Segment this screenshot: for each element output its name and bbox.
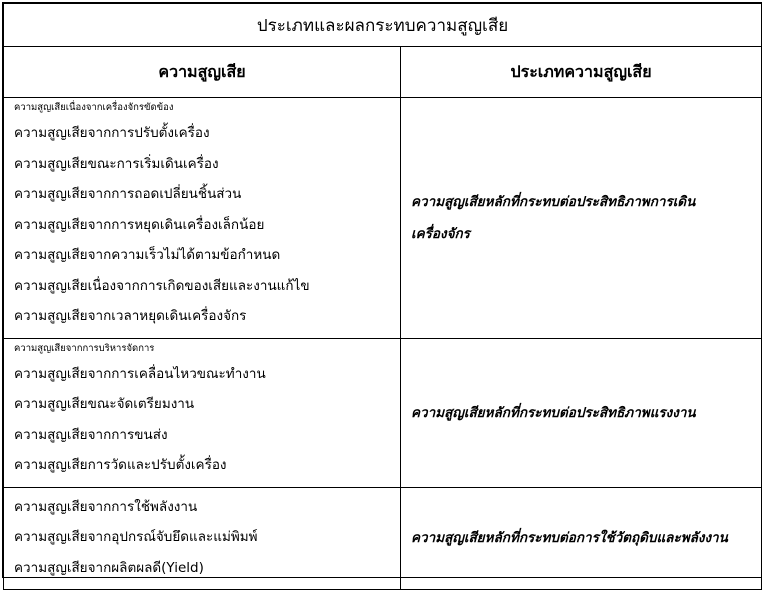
loss-types-table-container bbox=[2, 2, 762, 578]
loss-type-cell: ความสูญเสียหลักที่กระทบต่อประสิทธิภาพแรงงาน bbox=[401, 338, 762, 487]
list-item: ความสูญเสียการวัดและปรับตั้งเครื่อง bbox=[14, 457, 227, 473]
list-item: ความสูญเสียขณะจัดเตรียมงาน bbox=[14, 396, 195, 412]
header-loss: ความสูญเสีย bbox=[4, 47, 401, 98]
table-title: ประเภทและผลกระทบความสูญเสีย bbox=[4, 4, 762, 47]
list-item: ความสูญเสียจากการเคลื่อนไหวขณะทำงาน bbox=[14, 365, 266, 382]
table-row bbox=[4, 338, 762, 487]
list-item: ความสูญเสียจากการใช้พลังงาน bbox=[14, 498, 198, 515]
loss-list-cell bbox=[4, 487, 401, 590]
list-item: ความสูญเสียเนื่องจากการเกิดของเสียและงานแก้ไข bbox=[14, 277, 310, 294]
list-item: ความสูญเสียจากการขนส่ง bbox=[14, 426, 168, 443]
list-item: ความสูญเสียจากอุปกรณ์จับยึดและแม่พิมพ์ bbox=[14, 529, 258, 545]
loss-list-cell bbox=[4, 338, 401, 487]
loss-types-table bbox=[3, 3, 762, 590]
table-row bbox=[4, 98, 762, 339]
header-loss-type: ประเภทความสูญเสีย bbox=[401, 47, 762, 98]
loss-type-cell: ความสูญเสียหลักที่กระทบต่อประสิทธิภาพการเดินเครื่องจักร bbox=[401, 98, 762, 339]
table-row bbox=[4, 487, 762, 590]
list-item: ความสูญเสียจากผลิตผลดี(Yield) bbox=[14, 559, 204, 576]
group-subheading: ความสูญเสียเนื่องจากเครื่องจักรขัดข้อง bbox=[14, 102, 174, 113]
list-item: ความสูญเสียจากการถอดเปลี่ยนชิ้นส่วน bbox=[14, 186, 242, 202]
title-row bbox=[4, 4, 762, 47]
group-subheading: ความสูญเสียจากการบริหารจัดการ bbox=[14, 342, 155, 354]
loss-type-cell: ความสูญเสียหลักที่กระทบต่อการใช้วัตถุดิบและพลังงาน bbox=[401, 487, 762, 590]
header-row bbox=[4, 47, 762, 98]
list-item: ความสูญเสียจากการหยุดเดินเครื่องเล็กน้อย bbox=[14, 216, 265, 233]
list-item: ความสูญเสียจากความเร็วไม่ได้ตามข้อกำหนด bbox=[14, 247, 281, 263]
loss-list-cell bbox=[4, 98, 401, 339]
list-item: ความสูญเสียจากการปรับตั้งเครื่อง bbox=[14, 125, 210, 141]
list-item: ความสูญเสียขณะการเริ่มเดินเครื่อง bbox=[14, 155, 219, 172]
list-item: ความสูญเสียจากเวลาหยุดเดินเครื่องจักร bbox=[14, 308, 247, 324]
